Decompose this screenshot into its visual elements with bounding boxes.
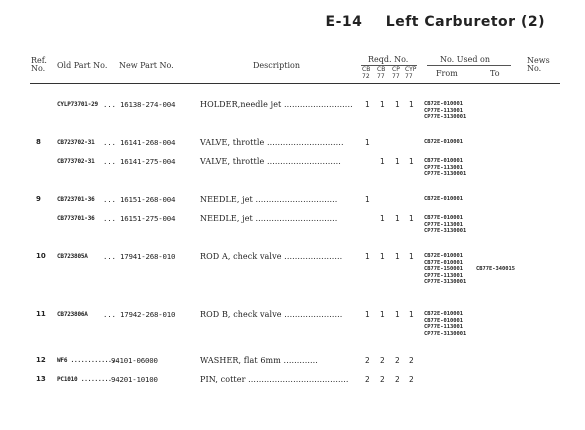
section-code: E-14 — [325, 14, 363, 30]
frame-number: CB77E-150001 — [424, 266, 463, 272]
frame-number: CB72E-010001 — [424, 139, 463, 145]
row-qty-cb77: 1 — [380, 157, 385, 166]
row-qty-cyp77: 2 — [409, 375, 414, 384]
row-description: HOLDER,needle jet .......................... — [200, 100, 353, 109]
row-description: ROD A, check valve ...................... — [200, 252, 343, 261]
header-model-cb72: CB 72 — [362, 66, 371, 80]
header-model-cp77: CP 77 — [392, 66, 400, 80]
row-ref: 13 — [36, 375, 46, 383]
row-description: ROD B, check valve ...................... — [200, 310, 343, 319]
row-description: VALVE, throttle ............................ — [200, 157, 341, 166]
header-news-no: News No. — [527, 56, 550, 73]
header-no-used-on: No. Used on — [440, 55, 490, 64]
row-used-on-to: CB77E-340015 — [476, 266, 515, 272]
row-used-on-from — [424, 158, 466, 178]
table-row — [0, 138, 585, 150]
table-row — [0, 252, 585, 264]
table-row — [0, 375, 585, 387]
row-qty-cyp77: 1 — [409, 214, 414, 223]
row-new-part-no: ... 16141-268-004 — [103, 138, 176, 147]
frame-number: CP77E-113001 — [424, 164, 463, 171]
row-new-part-no: ... 17942-268-010 — [103, 310, 176, 319]
frame-number: CB72E-010001 — [424, 196, 463, 202]
header-old-part-no: Old Part No. — [57, 61, 108, 70]
row-ref: 11 — [36, 310, 46, 318]
frame-number: CP77E-113001 — [424, 324, 463, 330]
row-qty-cb72: 1 — [365, 100, 370, 109]
row-old-part-no: PC1010 ......... — [57, 376, 112, 383]
row-qty-cp77: 1 — [395, 214, 400, 223]
row-qty-cyp77: 1 — [409, 310, 414, 319]
row-old-part-no: CB723701-36 — [57, 196, 95, 203]
row-qty-cp77: 2 — [395, 356, 400, 365]
frame-number: CB72E-010001 — [424, 101, 463, 107]
header-ref-no: Ref. No. — [31, 56, 47, 73]
row-qty-cyp77: 1 — [409, 157, 414, 166]
header-to: To — [490, 69, 500, 78]
row-qty-cb72: 1 — [365, 252, 370, 261]
row-new-part-no: ... 17941-268-010 — [103, 252, 176, 261]
row-used-on-from — [424, 101, 466, 121]
row-qty-cp77: 1 — [395, 157, 400, 166]
header-rule — [30, 83, 560, 84]
row-used-on-from — [424, 311, 466, 337]
row-description: NEEDLE, jet ............................... — [200, 195, 338, 204]
row-description: VALVE, throttle ............................. — [200, 138, 344, 147]
header-new-part-no: New Part No. — [119, 61, 174, 70]
row-qty-cp77: 1 — [395, 100, 400, 109]
header-from: From — [436, 69, 458, 78]
row-qty-cb72: 1 — [365, 310, 370, 319]
row-ref: 8 — [36, 138, 41, 146]
frame-number: CP77E-3130001 — [424, 114, 467, 120]
table-row — [0, 214, 585, 226]
row-new-part-no: ... 16138-274-004 — [103, 100, 176, 109]
frame-number: CP77E-3130001 — [424, 279, 467, 285]
section-name: Left Carburetor (2) — [385, 14, 545, 30]
page-title — [0, 14, 585, 30]
row-qty-cb77: 1 — [380, 252, 385, 261]
row-qty-cp77: 1 — [395, 310, 400, 319]
table-row — [0, 157, 585, 169]
row-qty-cb72: 1 — [365, 195, 370, 204]
frame-number: CB77E-010001 — [424, 215, 463, 221]
row-old-part-no: CB723805A — [57, 253, 88, 260]
row-qty-cyp77: 1 — [409, 252, 414, 261]
row-new-part-no: ... 16151-268-004 — [103, 195, 176, 204]
frame-number: CP77E-3130001 — [424, 228, 467, 234]
row-qty-cb77: 2 — [380, 356, 385, 365]
row-qty-cb77: 1 — [380, 214, 385, 223]
frame-number: CP77E-113001 — [424, 272, 463, 279]
row-description: WASHER, flat 6mm ............. — [200, 356, 318, 365]
frame-number: CP77E-113001 — [424, 221, 463, 228]
frame-number: CP77E-113001 — [424, 107, 463, 114]
row-qty-cp77: 1 — [395, 252, 400, 261]
frame-number: CB77E-010001 — [424, 158, 463, 164]
header-model-cyp77: CYP 77 — [405, 66, 417, 80]
header-reqd-no: Reqd. No. — [368, 55, 409, 64]
row-qty-cb77: 2 — [380, 375, 385, 384]
row-ref: 10 — [36, 252, 46, 260]
table-row — [0, 356, 585, 368]
row-new-part-no: ... 16151-275-004 — [103, 214, 176, 223]
frame-number: CP77E-3130001 — [424, 171, 467, 177]
table-row — [0, 310, 585, 322]
table-row — [0, 195, 585, 207]
frame-number: CB72E-010001 — [424, 253, 463, 259]
header-description: Description — [253, 61, 300, 70]
row-qty-cb72: 2 — [365, 356, 370, 365]
row-old-part-no: CB723702-31 — [57, 139, 95, 146]
row-new-part-no: ... 16141-275-004 — [103, 157, 176, 166]
row-used-on-from — [424, 253, 466, 286]
frame-number: CB77E-010001 — [424, 317, 463, 324]
row-new-part-no: 94101-06000 — [111, 356, 158, 365]
row-description: PIN, cotter ...................................... — [200, 375, 349, 384]
frame-number: CB72E-010001 — [424, 311, 463, 317]
row-used-on-from — [424, 215, 466, 235]
row-old-part-no: CB773702-31 — [57, 158, 95, 165]
row-qty-cb77: 1 — [380, 310, 385, 319]
row-qty-cyp77: 1 — [409, 100, 414, 109]
row-qty-cb72: 1 — [365, 138, 370, 147]
row-qty-cp77: 2 — [395, 375, 400, 384]
row-qty-cb72: 2 — [365, 375, 370, 384]
row-qty-cyp77: 2 — [409, 356, 414, 365]
row-qty-cb77: 1 — [380, 100, 385, 109]
row-old-part-no: CB773701-36 — [57, 215, 95, 222]
row-ref: 12 — [36, 356, 46, 364]
row-old-part-no: CYLP73701-29 — [57, 101, 98, 108]
row-old-part-no: WF6 .............. — [57, 357, 119, 364]
header-used-on-rule — [427, 65, 511, 66]
row-description: NEEDLE, jet ............................... — [200, 214, 338, 223]
row-old-part-no: CB723806A — [57, 311, 88, 318]
row-ref: 9 — [36, 195, 41, 203]
row-used-on-from — [424, 196, 463, 203]
frame-number: CP77E-3130001 — [424, 330, 467, 337]
header-model-cb77: CB 77 — [377, 66, 386, 80]
row-used-on-from — [424, 139, 463, 146]
frame-number: CB77E-010001 — [424, 259, 463, 266]
table-row — [0, 100, 585, 112]
row-new-part-no: 94201-10100 — [111, 375, 158, 384]
